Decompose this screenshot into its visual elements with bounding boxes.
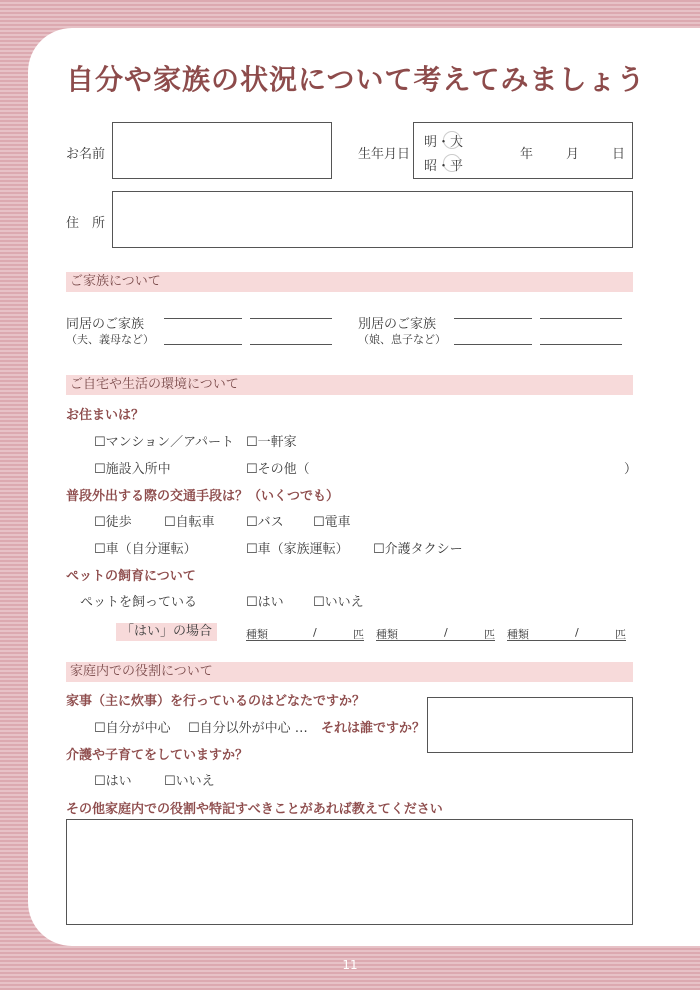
transport-option-train[interactable]: ☐電車	[313, 515, 351, 530]
living-together-line[interactable]	[164, 344, 242, 345]
pet-keeping-label: ペットを飼っている	[80, 595, 198, 610]
page-title: 自分や家族の状況について考えてみましょう	[66, 63, 646, 96]
era-showa-heisei[interactable]: 昭・平	[424, 159, 464, 174]
pet-count-unit: 匹	[615, 628, 626, 641]
family-section-heading: ご家族について	[66, 272, 633, 292]
care-question: 介護や子育てをしていますか？	[66, 748, 249, 763]
residence-question: お住まいは？	[66, 408, 145, 423]
pet-kind-label: 種類	[376, 628, 398, 641]
birthdate-label: 生年月日	[358, 147, 411, 162]
pet-kind-label: 種類	[507, 628, 529, 641]
care-yes-option[interactable]: ☐はい	[94, 774, 132, 789]
if-yes-label: 「はい」の場合	[116, 623, 217, 641]
month-label: 月	[566, 147, 580, 162]
year-label: 年	[520, 147, 534, 162]
other-role-question: その他家庭内での役割や特記すべきことがあれば教えてください	[66, 802, 443, 817]
transport-question: 普段外出する際の交通手段は？（いくつでも）	[66, 489, 340, 504]
living-apart-line[interactable]	[454, 344, 532, 345]
living-apart-note: （娘、息子など）	[358, 333, 446, 346]
transport-option-family-drive[interactable]: ☐車（家族運転）	[246, 542, 349, 557]
living-apart-line[interactable]	[540, 344, 622, 345]
residence-option-other[interactable]: ☐その他（	[246, 462, 310, 477]
pet-yes-option[interactable]: ☐はい	[246, 595, 284, 610]
living-apart-line[interactable]	[454, 318, 532, 319]
era-meiji-taisho[interactable]: 明・大	[424, 135, 464, 150]
pet-slash: /	[313, 626, 317, 639]
transport-option-bus[interactable]: ☐バス	[246, 515, 284, 530]
pet-slash: /	[575, 626, 579, 639]
address-field[interactable]	[112, 191, 633, 248]
pet-slash: /	[444, 626, 448, 639]
address-label: 住 所	[66, 216, 106, 231]
pet-entry-line[interactable]	[246, 640, 364, 641]
living-apart-label: 別居のご家族	[358, 317, 437, 332]
chores-other-option[interactable]: ☐自分以外が中心 …	[188, 721, 308, 736]
name-label: お名前	[66, 147, 106, 162]
transport-option-bicycle[interactable]: ☐自転車	[164, 515, 215, 530]
name-field[interactable]	[112, 122, 332, 179]
other-role-field[interactable]	[66, 819, 633, 925]
transport-option-self-drive[interactable]: ☐車（自分運転）	[94, 542, 197, 557]
household-section-heading: 家庭内での役割について	[66, 662, 633, 682]
residence-option-apartment[interactable]: ☐マンション／アパート	[94, 435, 235, 450]
care-no-option[interactable]: ☐いいえ	[164, 774, 215, 789]
pet-entry-line[interactable]	[507, 640, 626, 641]
page-number: 11	[342, 958, 358, 972]
pet-question: ペットの飼育について	[66, 569, 196, 584]
pet-count-unit: 匹	[353, 628, 364, 641]
chores-question: 家事（主に炊事）を行っているのはどなたですか？	[66, 694, 366, 709]
chores-self-option[interactable]: ☐自分が中心	[94, 721, 171, 736]
who-question: それは誰ですか？	[321, 721, 426, 736]
living-together-label: 同居のご家族	[66, 317, 145, 332]
day-label: 日	[612, 147, 626, 162]
living-together-line[interactable]	[250, 318, 332, 319]
residence-other-close-paren: ）	[624, 462, 638, 477]
living-together-note: （夫、義母など）	[66, 333, 154, 346]
pet-kind-label: 種類	[246, 628, 268, 641]
living-apart-line[interactable]	[540, 318, 622, 319]
transport-option-care-taxi[interactable]: ☐介護タクシー	[373, 542, 463, 557]
residence-option-house[interactable]: ☐一軒家	[246, 435, 297, 450]
residence-option-facility[interactable]: ☐施設入所中	[94, 462, 171, 477]
living-together-line[interactable]	[250, 344, 332, 345]
living-together-line[interactable]	[164, 318, 242, 319]
environment-section-heading: ご自宅や生活の環境について	[66, 375, 633, 395]
who-answer-field[interactable]	[427, 697, 633, 753]
transport-option-walk[interactable]: ☐徒歩	[94, 515, 132, 530]
pet-no-option[interactable]: ☐いいえ	[313, 595, 364, 610]
pet-entry-line[interactable]	[376, 640, 495, 641]
pet-count-unit: 匹	[484, 628, 495, 641]
